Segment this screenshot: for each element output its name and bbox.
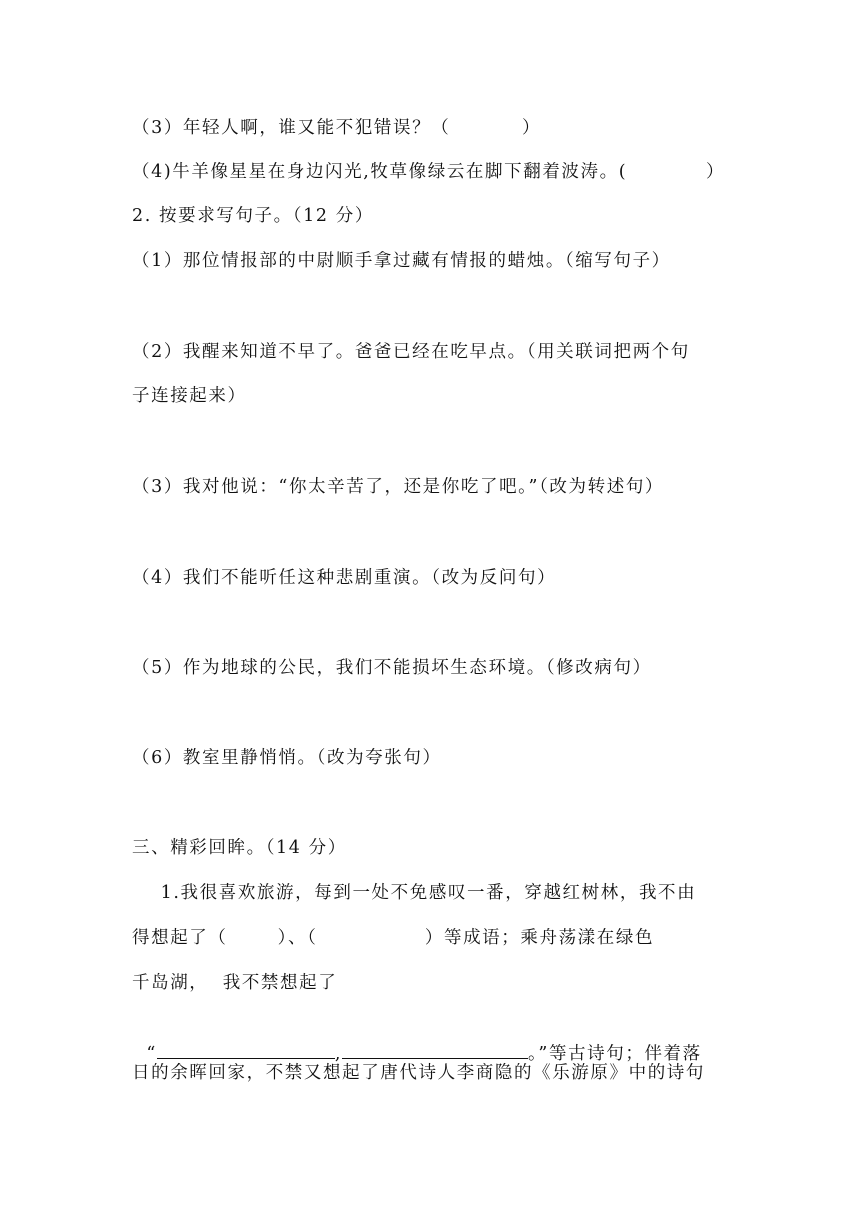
line4-tail: 。”等古诗句；伴着落	[528, 1044, 702, 1064]
question-3-paragraph-line3: 千岛湖， 我不禁想起了	[132, 973, 338, 993]
question-2-1: （1）那位情报部的中尉顺手拿过藏有情报的蜡烛。（缩写句子）	[132, 251, 671, 271]
question-2-2-line2: 子连接起来）	[132, 386, 247, 406]
question-1-3: （3）年轻人啊，谁又能不犯错误？（ ）	[132, 118, 542, 138]
question-2-4: （4）我们不能听任这种悲剧重演。（改为反问句）	[132, 568, 557, 588]
question-2-5: （5）作为地球的公民，我们不能损坏生态环境。（修改病句）	[132, 658, 652, 678]
question-2-3: （3）我对他说：“你太辛苦了，还是你吃了吧。”（改为转述句）	[132, 477, 665, 497]
section-2-heading: 2. 按要求写句子。（12 分）	[132, 206, 374, 226]
section-3-heading: 三、精彩回眸。（14 分）	[132, 838, 347, 858]
question-2-6: （6）教室里静悄悄。（改为夸张句）	[132, 748, 442, 768]
poem-blank-1[interactable]	[157, 1040, 335, 1059]
question-1-4: （4)牛羊像星星在身边闪光,牧草像绿云在脚下翻着波涛。( ）	[132, 162, 726, 182]
question-3-paragraph-line1: 1.我很喜欢旅游，每到一处不免感叹一番，穿越红树林，我不由	[132, 883, 697, 903]
open-quote: “	[146, 1044, 157, 1064]
question-2-2-line1: （2）我醒来知道不早了。爸爸已经在吃早点。（用关联词把两个句	[132, 342, 690, 362]
question-3-paragraph-line2: 得想起了（ ）、（ ）等成语；乘舟荡漾在绿色	[132, 928, 655, 948]
question-3-paragraph-line4	[132, 1016, 702, 1066]
comma: ,	[334, 1044, 343, 1064]
poem-blank-2[interactable]	[342, 1040, 528, 1059]
question-3-paragraph-line5: 日的余晖回家，不禁又想起了唐代诗人李商隐的《乐游原》中的诗句	[132, 1063, 705, 1083]
